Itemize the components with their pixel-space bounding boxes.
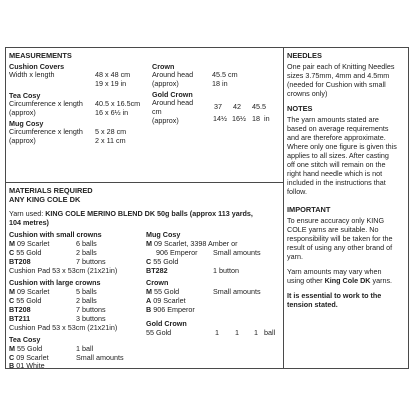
small-crowns-qty-contrast: 2 balls [76, 248, 97, 257]
mug-cosy-measure-label: Circumference x length [9, 127, 83, 136]
tea-cosy-measure-approx: (approx) [9, 108, 36, 117]
large-crowns-pad: Cushion Pad 53 x 53cm (21x21in) [9, 323, 118, 332]
tension-line-1: It is essential to work to the [287, 291, 382, 300]
crown-measure-cm: 45.5 cm [212, 70, 238, 79]
important-line-5: yarn. [287, 252, 303, 261]
measurements-heading: MEASUREMENTS [9, 51, 72, 60]
yarn-shade: 55 Gold [17, 344, 43, 353]
mug-cosy-measure-in: 2 x 11 cm [95, 136, 126, 145]
cushion-covers-cm: 48 x 48 cm [95, 70, 131, 79]
small-crowns-pad: Cushion Pad 53 x 53cm (21x21in) [9, 266, 118, 275]
yarn-code: A [146, 296, 152, 305]
yarn-shade: 906 Emperor [153, 305, 195, 314]
mug-cosy-measure-cm: 5 x 28 cm [95, 127, 127, 136]
notes-line-5: applies to all sizes. After casting [287, 151, 389, 160]
yarn-vary-text: using other [287, 276, 325, 285]
crown-measure-label: Around head [152, 70, 194, 79]
section-divider [6, 182, 283, 183]
gold-crown-measure-title: Gold Crown [152, 90, 193, 99]
gold-crown-in-2: 16½ [232, 114, 246, 123]
materials-subheading: ANY KING COLE DK [9, 195, 81, 204]
gold-crown-cm-3: 45.5 [252, 102, 266, 111]
yarn-used-prefix: Yarn used: [9, 209, 46, 218]
yarn-code: M [146, 287, 152, 296]
needles-line-2: sizes 3.75mm, 4mm and 4.5mm [287, 71, 390, 80]
yarn-code: C [9, 248, 15, 257]
yarn-code: B [9, 361, 15, 370]
yarn-shade: 01 White [16, 361, 45, 370]
large-crowns-button-qty-2: 3 buttons [76, 314, 106, 323]
yarn-code: M [9, 239, 15, 248]
tea-cosy-measure-cm: 40.5 x 16.5cm [95, 99, 141, 108]
yarn-code: M [9, 287, 15, 296]
large-crowns-button-code-1: BT208 [9, 305, 31, 314]
tea-cosy-measure-label: Circumference x length [9, 99, 83, 108]
needles-line-3: (needed for Cushion with small [287, 80, 386, 89]
tea-cosy-measure-in: 16 x 6½ in [95, 108, 129, 117]
small-crowns-button-code: BT208 [9, 257, 31, 266]
large-crowns-title: Cushion with large crowns [9, 278, 101, 287]
gold-crown-in-1: 14½ [213, 114, 227, 123]
yarn-shade: 55 Gold [154, 287, 180, 296]
mug-cosy-measure-title: Mug Cosy [9, 119, 44, 128]
gold-crown-in-unit: in [264, 114, 270, 123]
yarn-used-description: KING COLE MERINO BLEND DK 50g balls (approx 113 yards, [45, 209, 253, 218]
mug-cosy-qty-main: Small amounts [213, 248, 261, 257]
needles-heading: NEEDLES [287, 51, 322, 60]
yarn-shade: 09 Scarlet [17, 239, 50, 248]
yarn-vary-line-2 [287, 277, 392, 286]
important-line-2: COLE yarns are suitable. No [287, 225, 379, 234]
mug-cosy-button-code: BT282 [146, 266, 168, 275]
yarn-vary-brand: King Cole DK [324, 276, 371, 285]
yarn-vary-line-1: Yarn amounts may vary when [287, 267, 382, 276]
column-divider [283, 48, 284, 368]
notes-heading: NOTES [287, 104, 313, 113]
needles-line-4: crowns only) [287, 89, 328, 98]
mug-cosy-measure-approx: (approx) [9, 136, 36, 145]
small-crowns-button-qty: 7 buttons [76, 257, 106, 266]
gold-crown-measure-unit: cm [152, 107, 162, 116]
gold-crown-materials-title: Gold Crown [146, 319, 187, 328]
tea-cosy-qty-contrast: Small amounts [76, 353, 124, 362]
small-crowns-qty-main: 6 balls [76, 239, 97, 248]
large-crowns-qty-main: 5 balls [76, 287, 97, 296]
tea-cosy-materials-title: Tea Cosy [9, 335, 41, 344]
tea-cosy-row-b [9, 362, 45, 371]
large-crowns-button-code-2: BT211 [9, 314, 31, 323]
notes-line-6: off one stitch will remain on the [287, 160, 386, 169]
notes-line-9: follow. [287, 187, 307, 196]
notes-line-8: included in the instructions that [287, 178, 386, 187]
notes-line-4: Where only one figure is given this [287, 142, 397, 151]
yarn-code: C [9, 296, 15, 305]
cushion-covers-title: Cushion Covers [9, 62, 65, 71]
gold-crown-cm-1: 37 [214, 102, 222, 111]
yarn-used-meterage: 104 metres) [9, 218, 49, 227]
important-line-3: responsibility will be taken for the [287, 234, 393, 243]
notes-line-7: right hand needle which is not [287, 169, 383, 178]
yarn-code: M [146, 239, 152, 248]
materials-heading: MATERIALS REQUIRED [9, 186, 93, 195]
gold-crown-in-3: 18 [252, 114, 260, 123]
pattern-info-table [5, 47, 409, 369]
yarn-code: C [9, 353, 15, 362]
cushion-covers-in: 19 x 19 in [95, 79, 127, 88]
crown-measure-approx: (approx) [152, 79, 179, 88]
crown-materials-title: Crown [146, 278, 169, 287]
yarn-code: C [146, 257, 152, 266]
yarn-shade: 55 Gold [153, 257, 179, 266]
important-line-1: To ensure accuracy only KING [287, 216, 385, 225]
important-heading: IMPORTANT [287, 205, 331, 214]
yarn-code: B [146, 305, 152, 314]
large-crowns-button-qty-1: 7 buttons [76, 305, 106, 314]
gold-crown-yarn: 55 Gold [146, 328, 172, 337]
yarn-shade: 09 Scarlet [153, 296, 186, 305]
cushion-covers-label: Width x length [9, 70, 55, 79]
notes-line-3: and are therefore approximate. [287, 133, 386, 142]
gold-crown-measure-label: Around head [152, 98, 194, 107]
gold-crown-measure-approx: (approx) [152, 116, 179, 125]
small-crowns-title: Cushion with small crowns [9, 230, 102, 239]
yarn-shade: 55 Gold [16, 296, 42, 305]
tea-cosy-qty-main: 1 ball [76, 344, 94, 353]
mug-cosy-button-qty: 1 button [213, 266, 239, 275]
crown-qty-main: Small amounts [213, 287, 261, 296]
notes-line-1: The yarn amounts stated are [287, 115, 379, 124]
mug-cosy-row-main-cont: 906 Emperor [156, 248, 198, 257]
yarn-shade: 09 Scarlet [17, 287, 50, 296]
gold-crown-qty-3: 1 [254, 328, 258, 337]
crown-measure-in: 18 in [212, 79, 228, 88]
crown-measure-title: Crown [152, 62, 175, 71]
important-line-4: result of using any other brand of [287, 243, 393, 252]
needles-line-1: One pair each of Knitting Needles [287, 62, 395, 71]
gold-crown-cm-2: 42 [233, 102, 241, 111]
gold-crown-qty-unit: ball [264, 328, 276, 337]
notes-line-2: based on average requirements [287, 124, 389, 133]
yarn-code: M [9, 344, 15, 353]
tension-line-2: tension stated. [287, 300, 338, 309]
mug-cosy-materials-title: Mug Cosy [146, 230, 181, 239]
gold-crown-qty-2: 1 [235, 328, 239, 337]
yarn-shade: 55 Gold [16, 248, 42, 257]
yarn-vary-text-end: yarns. [370, 276, 393, 285]
crown-row-b [146, 306, 195, 315]
large-crowns-qty-contrast: 2 balls [76, 296, 97, 305]
yarn-shade: 09 Scarlet, 3398 Amber or [154, 239, 238, 248]
tea-cosy-measure-title: Tea Cosy [9, 91, 41, 100]
gold-crown-qty-1: 1 [215, 328, 219, 337]
yarn-shade: 09 Scarlet [16, 353, 49, 362]
